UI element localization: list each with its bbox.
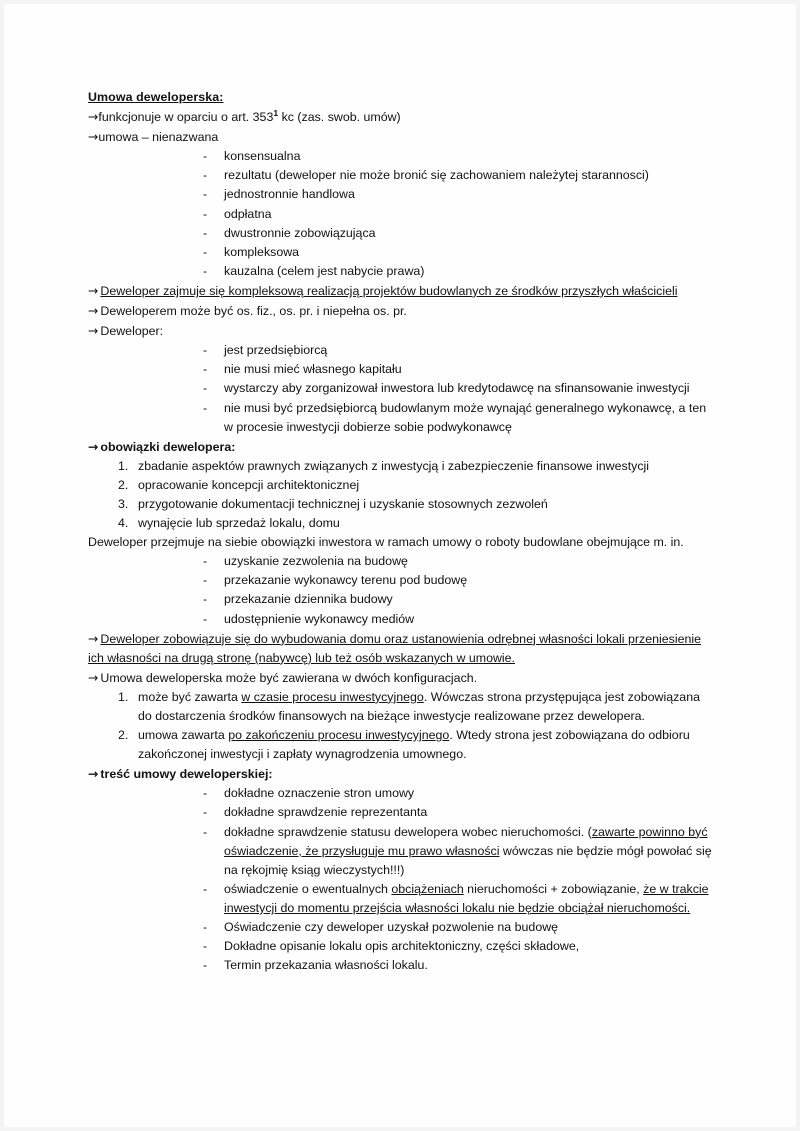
dash-bullet-icon: - — [203, 343, 208, 358]
list-item — [88, 688, 712, 726]
list-item — [88, 205, 712, 224]
list-number: 1. — [118, 458, 129, 473]
statement-obligation-text: Deweloper zobowiązuje się do wybudowania domu oraz ustanowienia odrębnej własności lokali przeniesienie ich własności na drugą stronę (nabywcę) lub też osób wskazanych w umowie. — [88, 631, 701, 665]
contract-item-pre: dokładne sprawdzenie statusu dewelopera wobec nieruchomości. ( — [224, 824, 592, 839]
contract-content-heading-line — [88, 764, 712, 784]
developer-traits-list — [88, 341, 712, 436]
configuration-post: . Wtedy strona jest zobowiązana do odbioru zakończonej inwestycji i zapłaty wynagrodzenia umownego. — [138, 728, 690, 762]
dash-bullet-icon: - — [203, 225, 208, 240]
contract-item-mid: nieruchomości + zobowiązanie, — [463, 881, 644, 896]
dash-bullet-icon: - — [203, 939, 208, 954]
investor-duty-label: uzyskanie zezwolenia na budowę — [224, 554, 408, 569]
statement-obligation — [88, 629, 712, 668]
statement-who-can-be — [88, 301, 712, 321]
duty-label: przygotowanie dokumentacji technicznej i uzyskanie stosownych zezwoleń — [138, 496, 548, 511]
feature-label: kauzalna (celem jest nabycie prawa) — [224, 263, 425, 278]
intro-statute-pre: funkcjonuje w oparciu o art. 353 — [98, 110, 274, 125]
list-item — [88, 937, 712, 956]
contract-items-list — [88, 784, 712, 975]
list-number: 2. — [118, 728, 129, 743]
list-item — [88, 880, 712, 918]
intro-statute-superscript: 1 — [273, 107, 279, 118]
intro-statute-post: kc (zas. swob. umów) — [278, 110, 401, 125]
contract-item-post: wówczas nie będzie mógł powołać się na rękojmię ksiąg wieczystych!!!) — [224, 843, 712, 877]
arrow-icon: → — [88, 282, 99, 298]
feature-label: odpłatna — [224, 206, 272, 221]
duty-label: zbadanie aspektów prawnych związanych z inwestycją i zabezpieczenie finansowe inwestycji — [138, 458, 650, 473]
investor-duty-label: przekazanie wykonawcy terenu pod budowę — [224, 573, 468, 588]
list-item — [88, 185, 712, 204]
list-number: 3. — [118, 496, 129, 511]
scan-edge-top — [0, 0, 800, 4]
intro-line-statute — [88, 107, 712, 127]
arrow-icon: → — [88, 438, 99, 454]
list-item — [88, 610, 712, 629]
investor-duty-label: udostępnienie wykonawcy mediów — [224, 611, 415, 626]
contract-content-heading: treść umowy deweloperskiej: — [100, 767, 273, 782]
list-number: 1. — [118, 689, 129, 704]
list-item — [88, 341, 712, 360]
developer-trait-label: jest przedsiębiorcą — [224, 343, 328, 358]
list-item — [88, 956, 712, 975]
list-number: 2. — [118, 477, 129, 492]
dash-bullet-icon: - — [203, 805, 208, 820]
dash-bullet-icon: - — [203, 149, 208, 164]
intro-line-unnamed — [88, 127, 712, 147]
statement-configurations — [88, 668, 712, 688]
arrow-icon: → — [88, 129, 99, 145]
features-list — [88, 147, 712, 281]
arrow-icon: → — [88, 669, 99, 685]
scan-edge-right — [796, 0, 800, 1131]
page-title: Umowa deweloperska: — [88, 90, 224, 104]
list-item — [88, 495, 712, 514]
developer-label-line — [88, 321, 712, 341]
feature-label: dwustronnie zobowiązująca — [224, 225, 376, 240]
dash-bullet-icon: - — [203, 592, 208, 607]
dash-bullet-icon: - — [203, 958, 208, 973]
contract-item-underlined: obciążeniach — [391, 881, 464, 896]
developer-label: Deweloper: — [100, 324, 164, 339]
dash-bullet-icon: - — [203, 554, 208, 569]
dash-bullet-icon: - — [203, 263, 208, 278]
dash-bullet-icon: - — [203, 786, 208, 801]
list-item — [88, 918, 712, 937]
contract-item-label: Oświadczenie czy deweloper uzyskał pozwolenie na budowę — [224, 920, 559, 935]
scan-edge-left — [0, 0, 4, 1131]
configurations-list — [88, 688, 712, 764]
investor-duties-intro: Deweloper przejmuje na siebie obowiązki inwestora w ramach umowy o roboty budowlane obejmujące m. in. — [88, 535, 684, 550]
feature-label: jednostronnie handlowa — [224, 187, 355, 202]
list-item — [88, 590, 712, 609]
contract-item-label: dokładne sprawdzenie reprezentanta — [224, 805, 428, 820]
investor-duties-list — [88, 552, 712, 628]
list-item — [88, 224, 712, 243]
contract-item-label: dokładne oznaczenie stron umowy — [224, 786, 415, 801]
developer-trait-label: nie musi być przedsiębiorcą budowlanym może wynająć generalnego wykonawcę, a ten w procesie inwestycji dobierze sobie podwykonawcę — [224, 400, 707, 434]
contract-item-label: Dokładne opisanie lokalu opis architektoniczny, części składowe, — [224, 939, 580, 954]
list-item — [88, 379, 712, 398]
arrow-icon: → — [88, 109, 99, 125]
contract-item-label: Termin przekazania własności lokalu. — [224, 958, 428, 973]
configuration-underlined: w czasie procesu inwestycyjnego — [241, 689, 424, 704]
configuration-underlined: po zakończeniu procesu inwestycyjnego — [228, 728, 450, 743]
scan-edge-bottom — [0, 1127, 800, 1131]
configuration-pre: może być zawarta — [138, 689, 242, 704]
duty-label: wynajęcie lub sprzedaż lokalu, domu — [138, 516, 340, 531]
developer-trait-label: wystarczy aby zorganizował inwestora lub kredytodawcę na sfinansowanie inwestycji — [224, 381, 690, 396]
list-item — [88, 823, 712, 880]
list-item — [88, 571, 712, 590]
contract-item-underlined: zawarte powinno być oświadczenie, że przysługuje mu prawo własności — [224, 824, 708, 858]
list-item — [88, 360, 712, 379]
list-item — [88, 457, 712, 476]
list-item — [88, 243, 712, 262]
dash-bullet-icon: - — [203, 611, 208, 626]
duties-heading: obowiązki dewelopera: — [100, 439, 236, 454]
arrow-icon: → — [88, 323, 99, 339]
duty-label: opracowanie koncepcji architektonicznej — [138, 477, 360, 492]
list-item — [88, 166, 712, 185]
arrow-icon: → — [88, 630, 99, 646]
list-number: 4. — [118, 516, 129, 531]
dash-bullet-icon: - — [203, 920, 208, 935]
list-item — [88, 726, 712, 764]
list-item — [88, 262, 712, 281]
arrow-icon: → — [88, 303, 99, 319]
list-item — [88, 514, 712, 533]
document-content — [88, 88, 712, 975]
list-item — [88, 476, 712, 495]
intro-unnamed-text: umowa – nienazwana — [98, 130, 219, 145]
list-item — [88, 803, 712, 822]
dash-bullet-icon: - — [203, 244, 208, 259]
dash-bullet-icon: - — [203, 881, 208, 896]
developer-trait-label: nie musi mieć własnego kapitału — [224, 362, 402, 377]
configuration-post: . Wówczas strona przystępująca jest zobowiązana do dostarczenia środków finansowych na bieżące inwestycje realizowane przez dewelopera. — [138, 689, 700, 723]
list-item — [88, 784, 712, 803]
list-item — [88, 399, 712, 437]
statement-configurations-text: Umowa deweloperska może być zawierana w dwóch konfiguracjach. — [100, 670, 478, 685]
dash-bullet-icon: - — [203, 187, 208, 202]
statement-developer-scope — [88, 281, 712, 301]
duties-heading-line — [88, 437, 712, 457]
configuration-pre: umowa zawarta — [138, 728, 229, 743]
dash-bullet-icon: - — [203, 362, 208, 377]
contract-item-pre: oświadczenie o ewentualnych — [224, 881, 392, 896]
statement-developer-scope-text: Deweloper zajmuje się kompleksową realizacją projektów budowlanych ze środków przyszłych właścicieli — [100, 283, 678, 298]
statement-who-can-be-text: Deweloperem może być os. fiz., os. pr. i niepełna os. pr. — [100, 304, 407, 319]
dash-bullet-icon: - — [203, 824, 208, 839]
list-item — [88, 147, 712, 166]
dash-bullet-icon: - — [203, 168, 208, 183]
dash-bullet-icon: - — [203, 206, 208, 221]
list-item — [88, 552, 712, 571]
duties-list — [88, 457, 712, 533]
feature-label: konsensualna — [224, 149, 301, 164]
feature-label: rezultatu (deweloper nie może bronić się zachowaniem należytej starannosci) — [224, 168, 649, 183]
arrow-icon: → — [88, 766, 99, 782]
dash-bullet-icon: - — [203, 573, 208, 588]
contract-item-underlined-second: że w trakcie inwestycji do momentu przejścia własności lokalu nie będzie obciążał nieruchomości. — [224, 881, 709, 915]
investor-duty-label: przekazanie dziennika budowy — [224, 592, 393, 607]
dash-bullet-icon: - — [203, 400, 208, 415]
dash-bullet-icon: - — [203, 381, 208, 396]
feature-label: kompleksowa — [224, 244, 300, 259]
